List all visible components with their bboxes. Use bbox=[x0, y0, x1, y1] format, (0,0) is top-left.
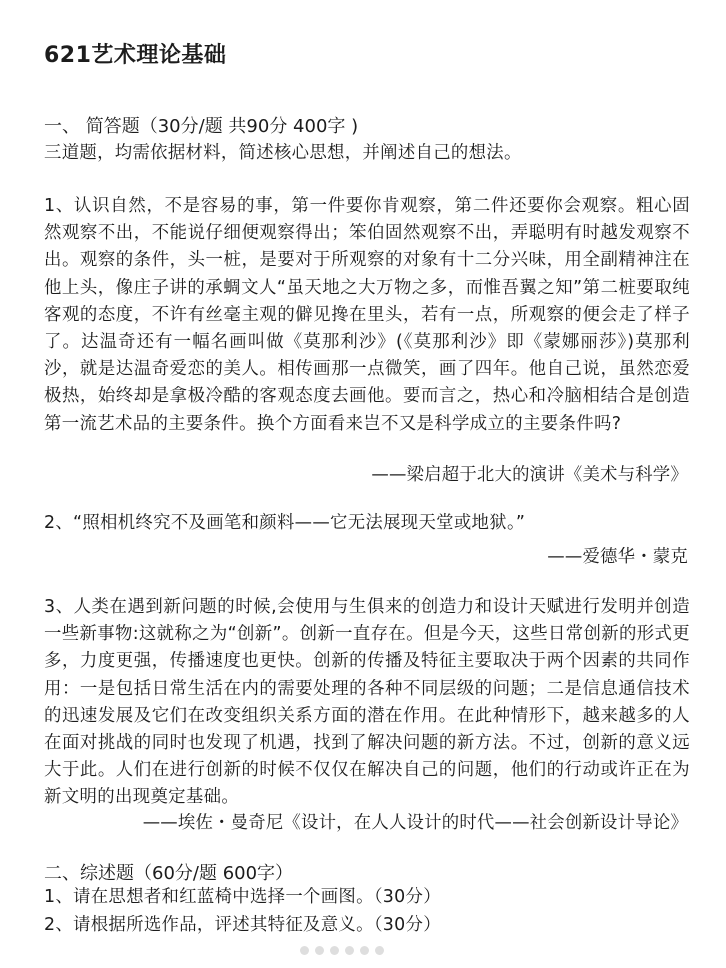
page-dot bbox=[315, 946, 324, 955]
page-dot bbox=[360, 946, 369, 955]
question3-attribution: ——埃佐・曼奇尼《设计，在人人设计的时代——社会创新设计导论》 bbox=[142, 813, 688, 833]
page-dot bbox=[300, 946, 309, 955]
page-dot bbox=[345, 946, 354, 955]
section2-item-2: 2、请根据所选作品，评述其特征及意义。（30分） bbox=[44, 915, 441, 935]
question3-text: 3、人类在遇到新问题的时候,会使用与生俱来的创造力和设计天赋进行发明并创造一些新事物:这就称之为“创新”。创新一直存在。但是今天，这些日常创新的形式更多，力度更强，传播速度也更快。创新的传播及特征主要取决于两个因素的共同作用：一是包括日常生活在内的需要处理的各种不同层级的问题；二是信息通信技术的迅速发展及它们在改变组织关系方面的潜在作用。在此种情形下，越来越多的人在面对挑战的同时也发现了机遇，找到了解决问题的新方法。不过，创新的意义远大于此。人们在进行创新的时候不仅仅在解决自己的问题，他们的行动或许正在为新文明的出现奠定基础。 bbox=[44, 597, 690, 808]
question1-text: 1、认识自然，不是容易的事，第一件要你肯观察，第二件还要你会观察。粗心固然观察不出，不能说仔细便观察得出；笨伯固然观察不出，弄聪明有时越发观察不出。观察的条件，头一桩，是要对于所观察的对象有十二分兴味，用全副精神注在他上头，像庄子讲的承蜩文人“虽天地之大万物之多，而惟吾翼之知”第二桩要取纯客观的态度，不许有丝毫主观的僻见搀在里头，若有一点，所观察的便会走了样子了。达温奇还有一幅名画叫做《莫那利沙》(《莫那利沙》即《蒙娜丽莎》)莫那利沙，就是达温奇爱恋的美人。相传画那一点微笑，画了四年。他自己说，虽然恋爱极热，始终却是拿极冷酷的客观态度去画他。要而言之，热心和冷脑相结合是创造第一流艺术品的主要条件。换个方面看来岂不又是科学成立的主要条件吗? bbox=[44, 196, 690, 434]
page-dot bbox=[330, 946, 339, 955]
question1-attribution: ——梁启超于北大的演讲《美术与科学》 bbox=[371, 465, 688, 485]
section2-item-1: 1、请在思想者和红蓝椅中选择一个画图。（30分） bbox=[44, 887, 441, 907]
question2-attribution: ——爱德华・蒙克 bbox=[547, 547, 688, 567]
question2-text: 2、“照相机终究不及画笔和颜料——它无法展现天堂或地狱。” bbox=[44, 513, 526, 533]
page-title: 621艺术理论基础 bbox=[44, 43, 227, 68]
section1-instruction: 三道题，均需依据材料，简述核心思想，并阐述自己的想法。 bbox=[44, 143, 522, 163]
page-dot bbox=[375, 946, 384, 955]
section2-heading: 二、综述题（60分/题 600字） bbox=[44, 863, 294, 884]
page-indicator bbox=[300, 946, 384, 955]
section1-heading: 一、 简答题（30分/题 共90分 400字 ) bbox=[44, 116, 359, 137]
